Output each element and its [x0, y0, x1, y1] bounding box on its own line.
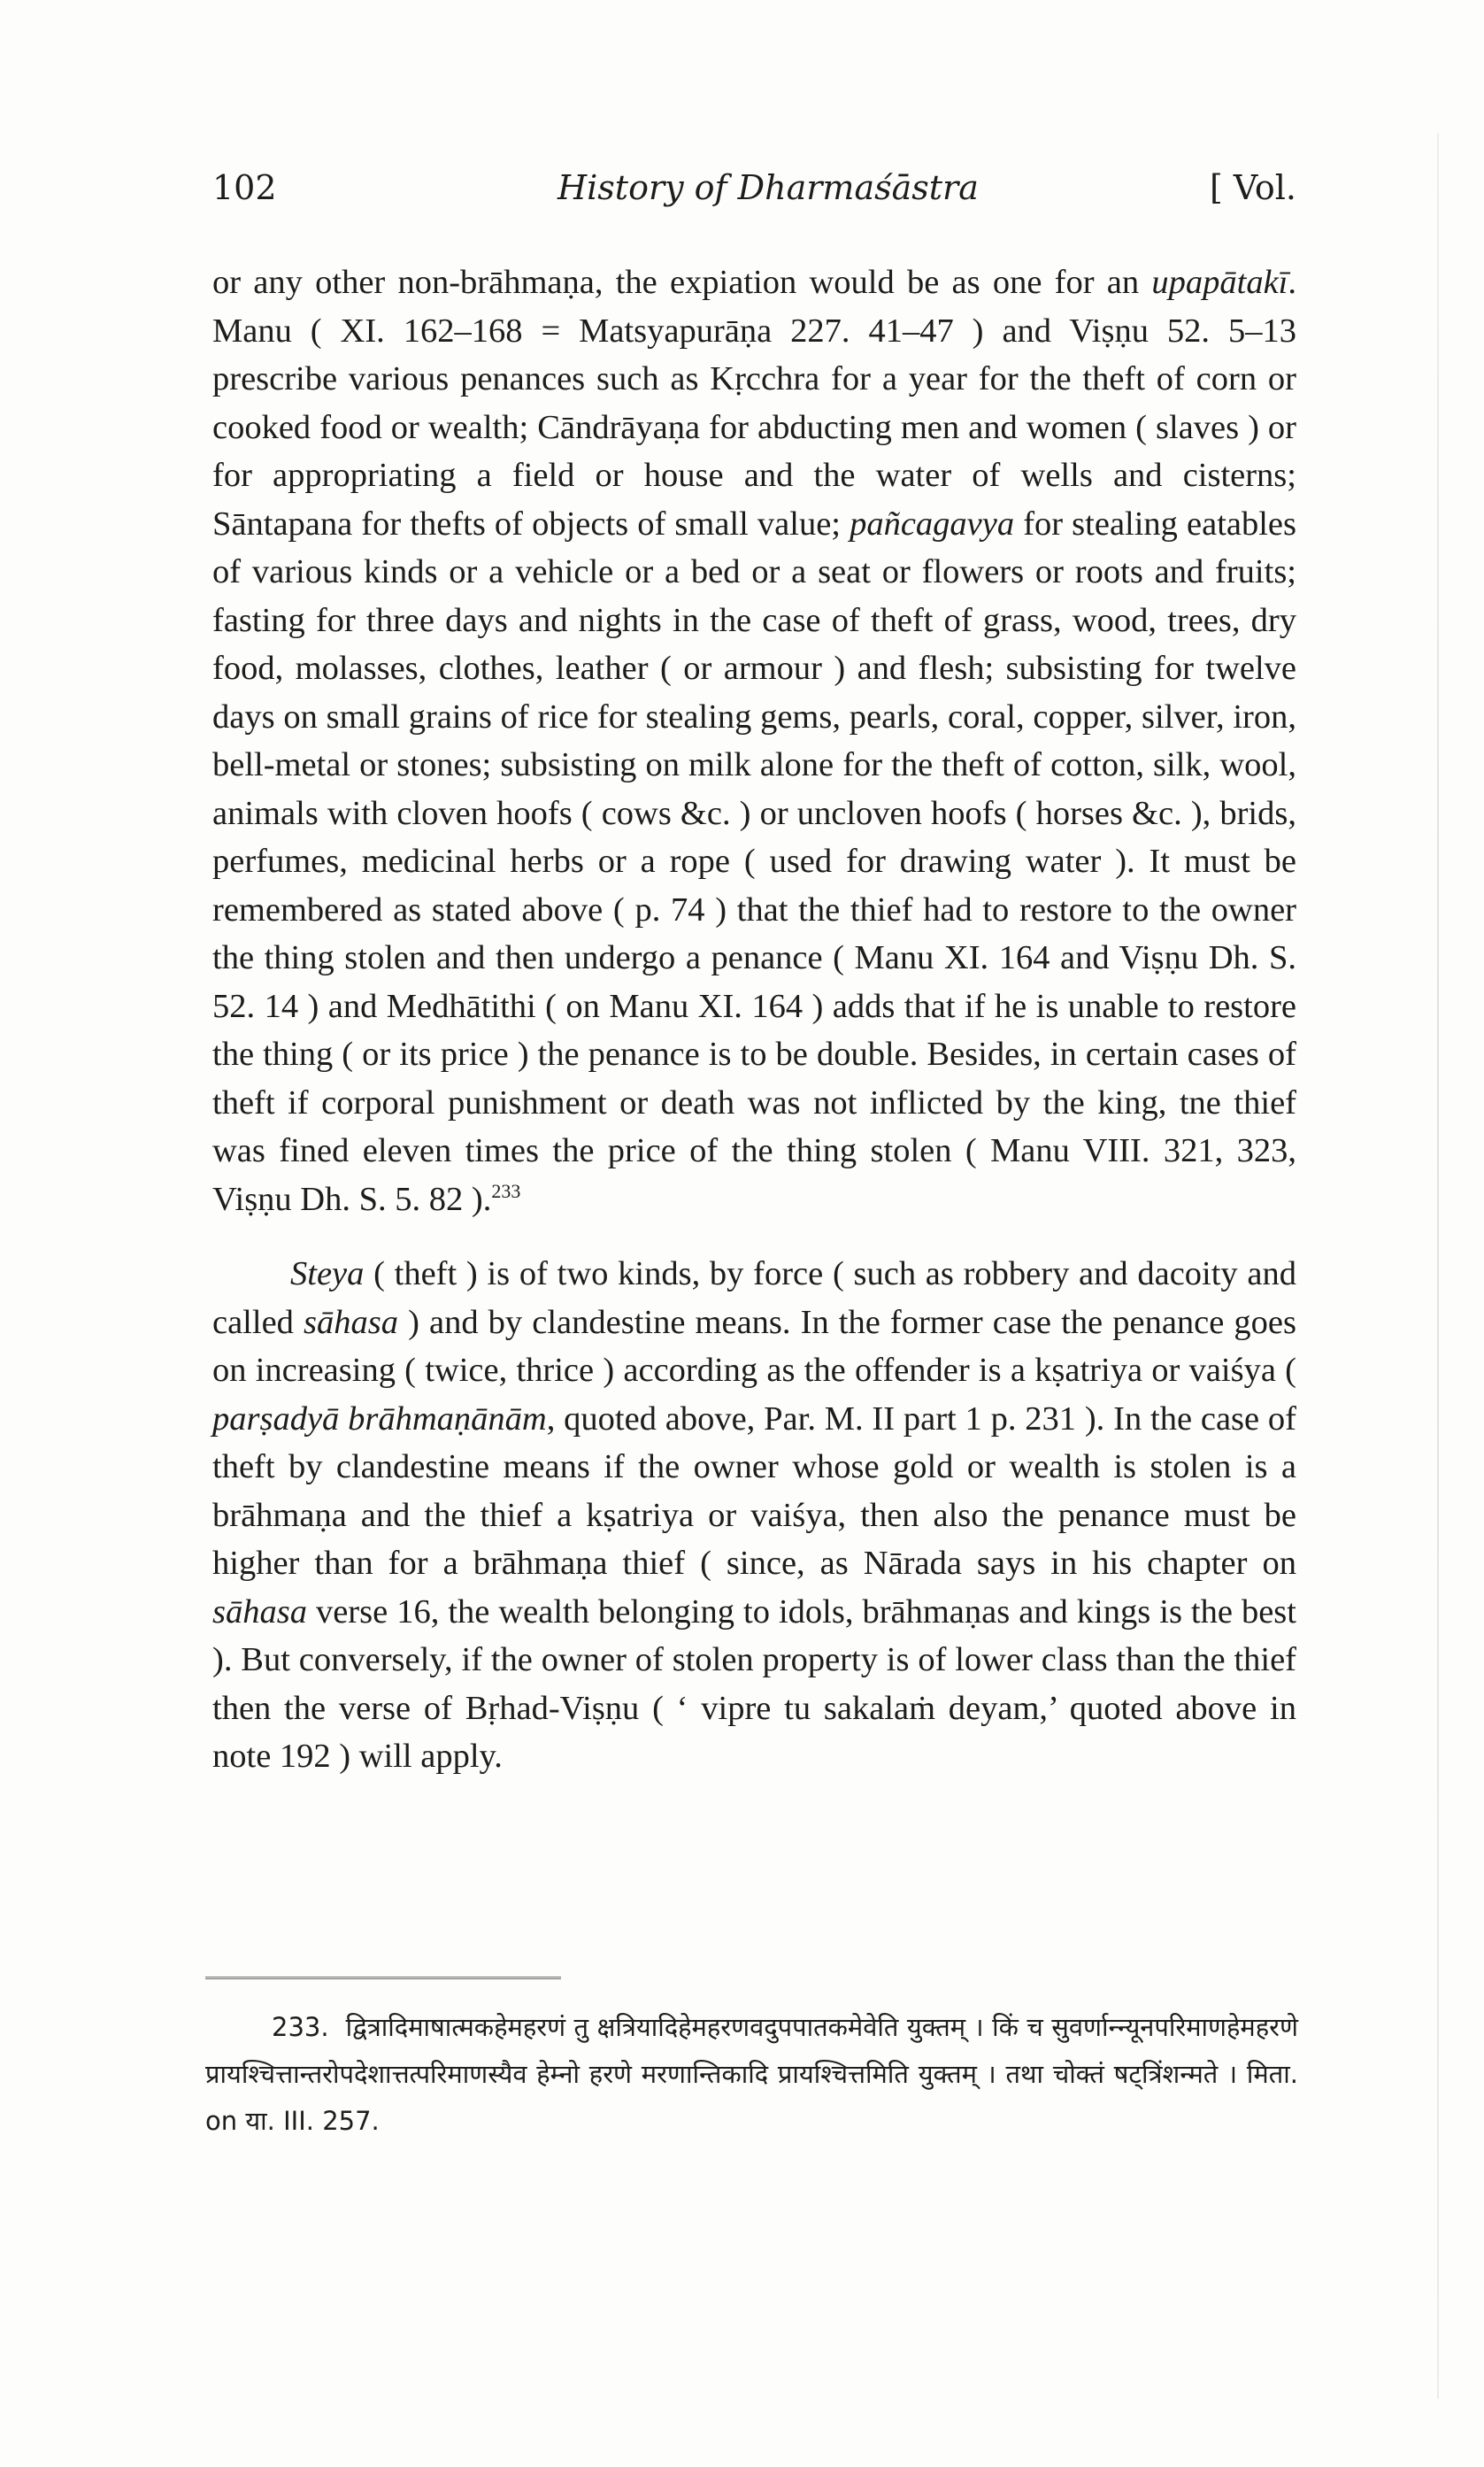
paragraph-2 [212, 1250, 1296, 1781]
text-segment: ( theft ) is of two kinds, by force ( such as robbery and dacoity and called [212, 1255, 1296, 1341]
text-segment: , quoted above, Par. M. II part 1 p. 231 ). In the case of theft by clandestine means if the owner whose gold or wealth is stolen is a brāhmaṇa and the thief a kṣatriya or vaiśya, then also the penance must be higher than for a brāhmaṇa thief ( since, as Nārada says in his chapter on [212, 1399, 1296, 1582]
volume-label: [ Vol. [1210, 168, 1296, 207]
footnote-reference: 233 [491, 1179, 521, 1202]
page-number: 102 [212, 168, 277, 207]
running-title: History of Dharmaśāstra [557, 168, 979, 207]
text-segment: ) and by clandestine means. In the former case the penance goes on increasing ( twice, thrice ) according as the offender is a kṣatriya or vaiśya ( [212, 1303, 1296, 1389]
footnote-number: 233. [272, 2012, 329, 2042]
italic-term: parṣadyā brāhmaṇānām [212, 1399, 547, 1438]
paragraph-1 [212, 258, 1296, 1223]
running-header [212, 168, 1296, 221]
italic-term: sāhasa [304, 1303, 398, 1341]
italic-term: upapātakī [1151, 264, 1288, 301]
italic-term: Steya [290, 1255, 365, 1292]
footnote-separator [205, 1977, 561, 1979]
text-segment: or any other non-brāhmaṇa, the expiation would be as one for an [212, 264, 1152, 301]
page-edge-shadow [1437, 133, 1439, 2399]
text-segment: . Manu ( XI. 162–168 = Matsyapurāṇa 227. 41–47 ) and Viṣṇu 52. 5–13 prescribe various penances such as Kṛcchra for a year for the theft of corn or cooked food or wealth; Cāndrāyaṇa for abducting men and women ( slaves ) or for appropriating a field or house and the water of wells and cisterns; Sāntapana for thefts of objects of small value; [212, 264, 1296, 543]
footnote-text: द्वित्रादिमाषात्मकहेमहरणं तु क्षत्रियादिहेमहरणवदुपपातकमेवेति युक्तम् । किं च सुवर्णान्न्यूनपरिमाणहेमहरणे प्रायश्चित्तान्तरोपदेशात्तत्परिमाणस्यैव हेम्नो हरणे मरणान्तिकादि प्रायश्चित्तमिति युक्तम् । तथा चोक्तं षट्त्रिंशन्मते । मिता. on या. III. 257. [205, 2012, 1298, 2136]
text-segment: verse 16, the wealth belonging to idols, brāhmaṇas and kings is the best ). But conversely, if the owner of stolen property is of lower class than the thief then the verse of Bṛhad-Viṣṇu ( ‘ vipre tu sakalaṁ deyam,’ quoted above in note 192 ) will apply. [212, 1592, 1296, 1775]
italic-term: sāhasa [212, 1592, 307, 1631]
italic-term: pañcagavya [850, 505, 1015, 543]
text-segment: for stealing eatables of various kinds or a vehicle or a bed or a seat or flowers or roots and fruits; fasting for three days and nights in the case of theft of grass, wood, trees, dry food, molasses, clothes, leather ( or armour ) and flesh; subsisting for twelve days on small grains of rice for stealing gems, pearls, coral, copper, silver, iron, bell-metal or stones; subsisting on milk alone for the theft of cotton, silk, wool, animals with cloven hoofs ( cows &c. ) or uncloven hoofs ( horses &c. ), brids, perfumes, medicinal herbs or a rope ( used for drawing water ). It must be remembered as stated above ( p. 74 ) that the thief had to restore to the owner the thing stolen and then undergo a penance ( Manu XI. 164 and Viṣṇu Dh. S. 52. 14 ) and Medhātithi ( on Manu XI. 164 ) adds that if he is unable to restore the thing ( or its price ) the penance is to be double. Besides, in certain cases of theft if corporal punishment or death was not inflicted by the king, tne thief was fined eleven times the price of the thing stolen ( Manu VIII. 321, 323, Viṣṇu Dh. S. 5. 82 ). [212, 505, 1296, 1218]
footnote-233 [205, 2004, 1298, 2145]
main-text [212, 258, 1296, 1781]
